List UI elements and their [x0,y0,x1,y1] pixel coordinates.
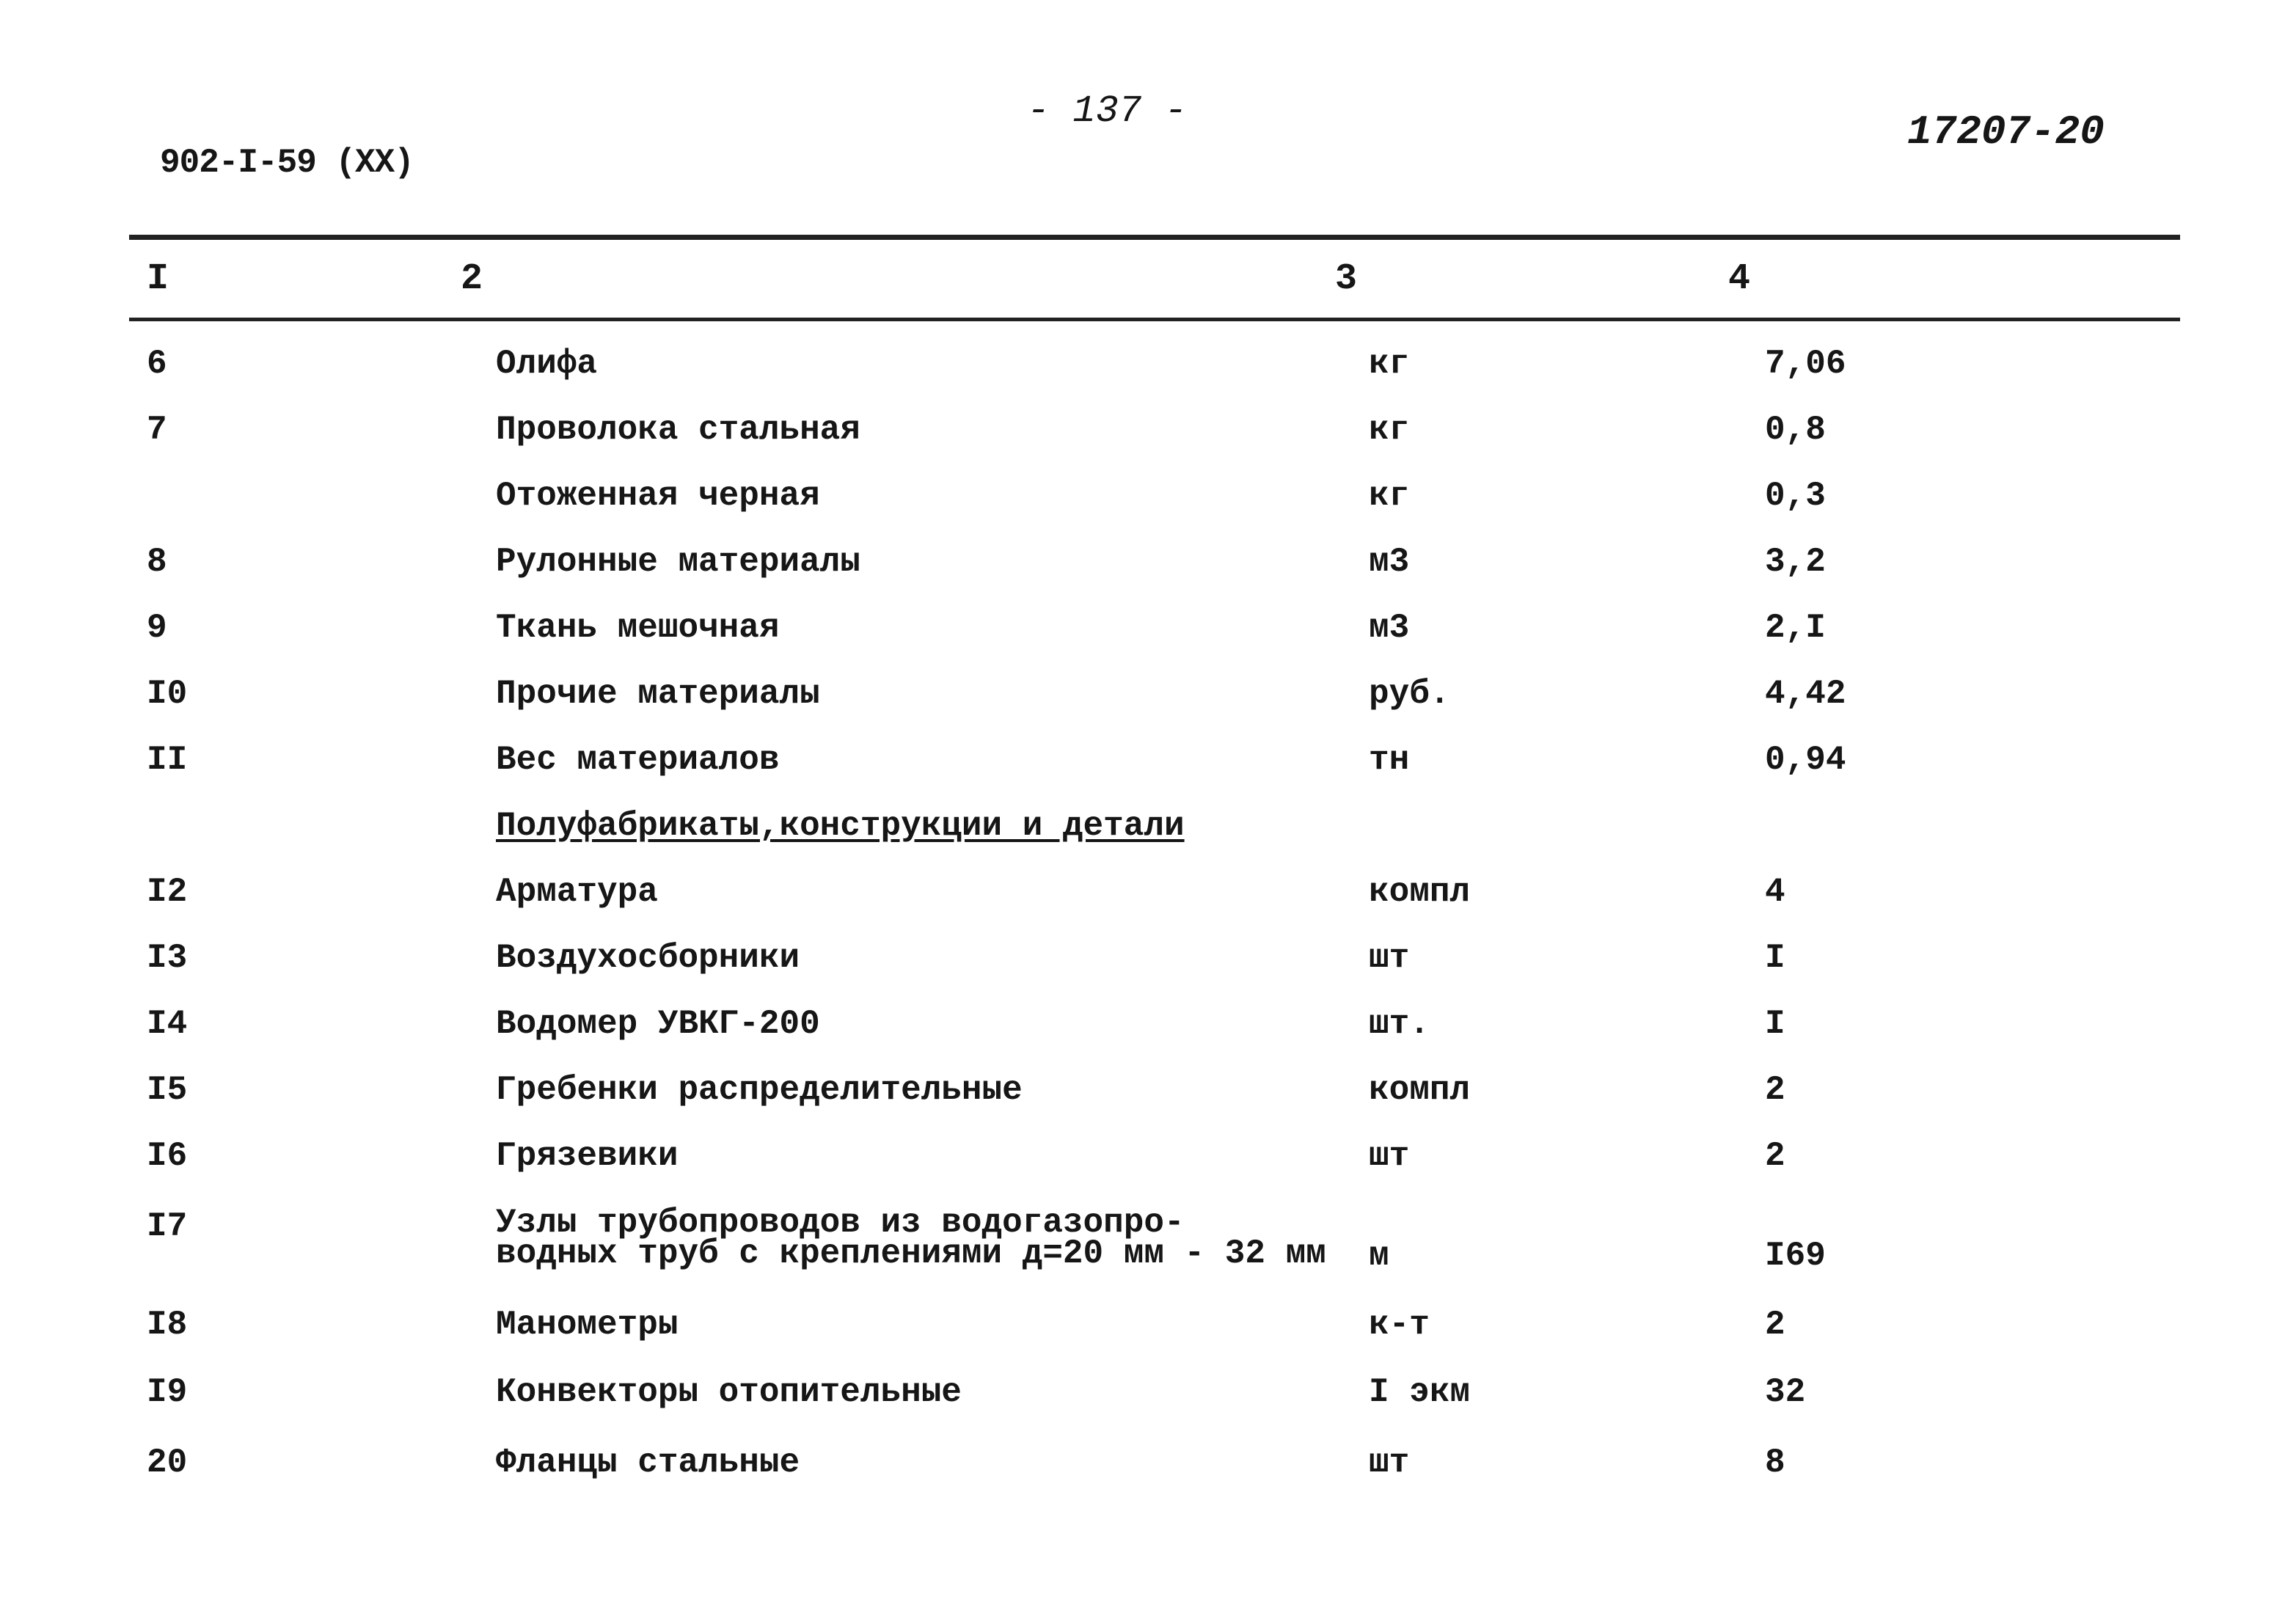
row-unit: м3 [1369,609,1410,647]
row-unit: шт [1369,1137,1410,1175]
row-name: Ткань мешочная [496,609,780,647]
column-header-1: I [147,258,169,300]
table-row [0,345,2296,389]
row-unit: к-т [1369,1306,1430,1344]
row-quantity: 2 [1765,1306,1785,1344]
row-number: I3 [147,939,188,977]
row-name: Олифа [496,345,598,383]
row-quantity: 32 [1765,1373,1806,1411]
table-row [0,411,2296,455]
row-name: Конвекторы отопительные [496,1373,962,1411]
table-top-rule [129,235,2180,240]
row-quantity: I [1765,939,1785,977]
row-unit: шт. [1369,1005,1430,1043]
section-heading [496,807,1185,845]
row-number: 7 [147,411,167,449]
document-code: 902-I-59 (XX) [160,144,414,182]
row-unit: тн [1369,741,1410,779]
row-number: I5 [147,1071,188,1109]
row-quantity: 2,I [1765,609,1826,647]
row-name [496,1204,1326,1273]
row-name: Прочие материалы [496,675,820,713]
table-row [0,1373,2296,1417]
row-name: Воздухосборники [496,939,800,977]
row-name: Грязевики [496,1137,679,1175]
row-name: Водомер УВКГ-200 [496,1005,820,1043]
row-name: Манометры [496,1306,679,1344]
table-row [0,741,2296,785]
row-quantity: I69 [1765,1237,1826,1275]
row-number: 6 [147,345,167,383]
row-quantity: I [1765,1005,1785,1043]
table-row [0,675,2296,719]
row-name: Гребенки распределительные [496,1071,1023,1109]
row-unit: м3 [1369,543,1410,581]
row-number: 9 [147,609,167,647]
table-row [0,543,2296,587]
table-row [0,1204,2296,1281]
row-number: I8 [147,1306,188,1344]
row-quantity: 4,42 [1765,675,1846,713]
row-name: Отоженная черная [496,477,820,515]
row-name-line-2: водных труб с креплениями д=20 мм - 32 мм [496,1235,1326,1273]
column-header-3: 3 [1335,258,1358,300]
row-unit: кг [1369,477,1410,515]
table-row [0,609,2296,653]
row-unit: руб. [1369,675,1450,713]
row-number: I2 [147,873,188,911]
table-row [0,1071,2296,1115]
row-quantity: 0,94 [1765,741,1846,779]
row-unit: м [1369,1237,1389,1275]
row-number: II [147,741,188,779]
row-unit: шт [1369,939,1410,977]
table-row [0,1306,2296,1350]
table-row [0,1137,2296,1181]
row-number: 20 [147,1444,188,1482]
row-unit: кг [1369,345,1410,383]
row-quantity: 0,3 [1765,477,1826,515]
row-quantity: 7,06 [1765,345,1846,383]
column-header-4: 4 [1728,258,1751,300]
row-number: I0 [147,675,188,713]
row-quantity: 2 [1765,1071,1785,1109]
section-heading-text: Полуфабрикаты,конструкции и детали [496,807,1185,845]
row-quantity: 3,2 [1765,543,1826,581]
page-number: - 137 - [1027,89,1188,133]
section-heading-row [0,807,2296,851]
table-row [0,1005,2296,1049]
row-name: Вес материалов [496,741,780,779]
table-row [0,477,2296,521]
row-quantity: 4 [1765,873,1785,911]
document-id: 17207-20 [1907,109,2105,156]
row-quantity: 8 [1765,1444,1785,1482]
table-row [0,873,2296,917]
row-unit: компл [1369,1071,1471,1109]
row-name: Проволока стальная [496,411,860,449]
row-number: I4 [147,1005,188,1043]
row-quantity: 0,8 [1765,411,1826,449]
row-unit: кг [1369,411,1410,449]
row-unit: шт [1369,1444,1410,1482]
row-name: Арматура [496,873,658,911]
table-header-rule [129,318,2180,321]
table-row [0,1444,2296,1488]
row-name: Фланцы стальные [496,1444,800,1482]
row-unit: I экм [1369,1373,1471,1411]
table-row [0,939,2296,983]
row-number: 8 [147,543,167,581]
row-number: I7 [147,1207,188,1246]
row-unit: компл [1369,873,1471,911]
row-number: I6 [147,1137,188,1175]
row-quantity: 2 [1765,1137,1785,1175]
row-name: Рулонные материалы [496,543,860,581]
row-number: I9 [147,1373,188,1411]
row-name-line-1: Узлы трубопроводов из водогазопро- [496,1204,1185,1242]
column-header-2: 2 [461,258,483,300]
